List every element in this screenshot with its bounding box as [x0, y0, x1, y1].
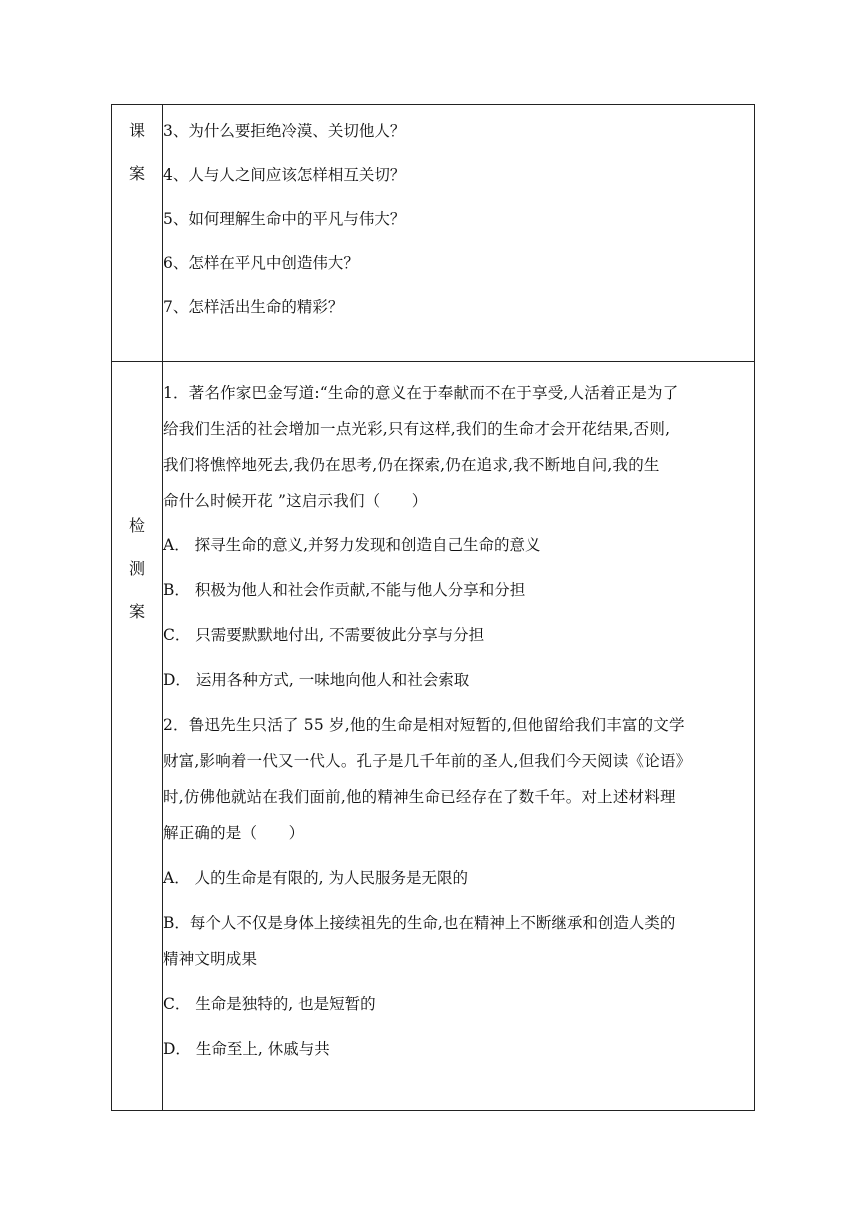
question-2-text-line: 财富,影响着一代又一代人。孔子是几千年前的圣人,但我们今天阅读《论语》 [163, 752, 692, 770]
question-1-option-c: C． 只需要默默地付出, 不需要彼此分享与分担 [163, 626, 485, 644]
lesson-plan-label-char: 案 [128, 164, 145, 183]
question-2-text-line: 2．鲁迅先生只活了 55 岁,他的生命是相对短暂的,但他留给我们丰富的文学 [163, 716, 685, 734]
test-content [163, 362, 755, 1111]
question-2-option-b: B．每个人不仅是身体上接续祖先的生命,也在精神上不断继承和创造人类的 [163, 914, 676, 932]
question-2-text-line: 时,仿佛他就站在我们面前,他的精神生命已经存在了数千年。对上述材料理 [163, 788, 676, 806]
test-label-char: 检 [128, 516, 145, 535]
question-2-option-a: A． 人的生命是有限的, 为人民服务是无限的 [163, 869, 468, 887]
question-1-text-line: 给我们生活的社会增加一点光彩,只有这样,我们的生命才会开花结果,否则, [163, 420, 671, 438]
question-2-option-c: C． 生命是独特的, 也是短暂的 [163, 995, 376, 1013]
question-2-option-b-continuation: 精神文明成果 [163, 950, 258, 968]
question-1-text-line: 命什么时候开花 ”这启示我们（ ） [163, 492, 428, 510]
question-1-option-d: D． 运用各种方式, 一味地向他人和社会索取 [163, 671, 470, 689]
lesson-plan-content [163, 105, 755, 362]
question-1-text-line: 1．著名作家巴金写道:“生命的意义在于奉献而不在于享受,人活着正是为了 [163, 384, 679, 402]
question-item: 3、为什么要拒绝冷漠、关切他人？ [163, 122, 406, 140]
question-item: 6、怎样在平凡中创造伟大？ [163, 254, 359, 272]
test-row [112, 362, 755, 1111]
test-label-char: 测 [128, 559, 145, 578]
question-item: 5、如何理解生命中的平凡与伟大？ [163, 210, 406, 228]
question-item: 7、怎样活出生命的精彩？ [163, 298, 344, 316]
question-2-text-line: 解正确的是（ ） [163, 824, 305, 842]
question-1-option-a: A． 探寻生命的意义,并努力发现和创造自己生命的意义 [163, 536, 541, 554]
question-item: 4、人与人之间应该怎样相互关切？ [163, 166, 406, 184]
lesson-plan-label-char: 课 [128, 121, 145, 140]
test-label-char: 案 [128, 602, 145, 621]
question-1-text-line: 我们将憔悴地死去,我仍在思考,仍在探索,仍在追求,我不断地自问,我的生 [163, 456, 660, 474]
lesson-plan-row [112, 105, 755, 362]
test-label-cell [112, 362, 163, 1111]
lesson-table [111, 104, 755, 1111]
lesson-plan-label-cell [112, 105, 163, 362]
question-1-option-b: B． 积极为他人和社会作贡献,不能与他人分享和分担 [163, 581, 526, 599]
question-2-option-d: D． 生命至上, 休戚与共 [163, 1040, 330, 1058]
